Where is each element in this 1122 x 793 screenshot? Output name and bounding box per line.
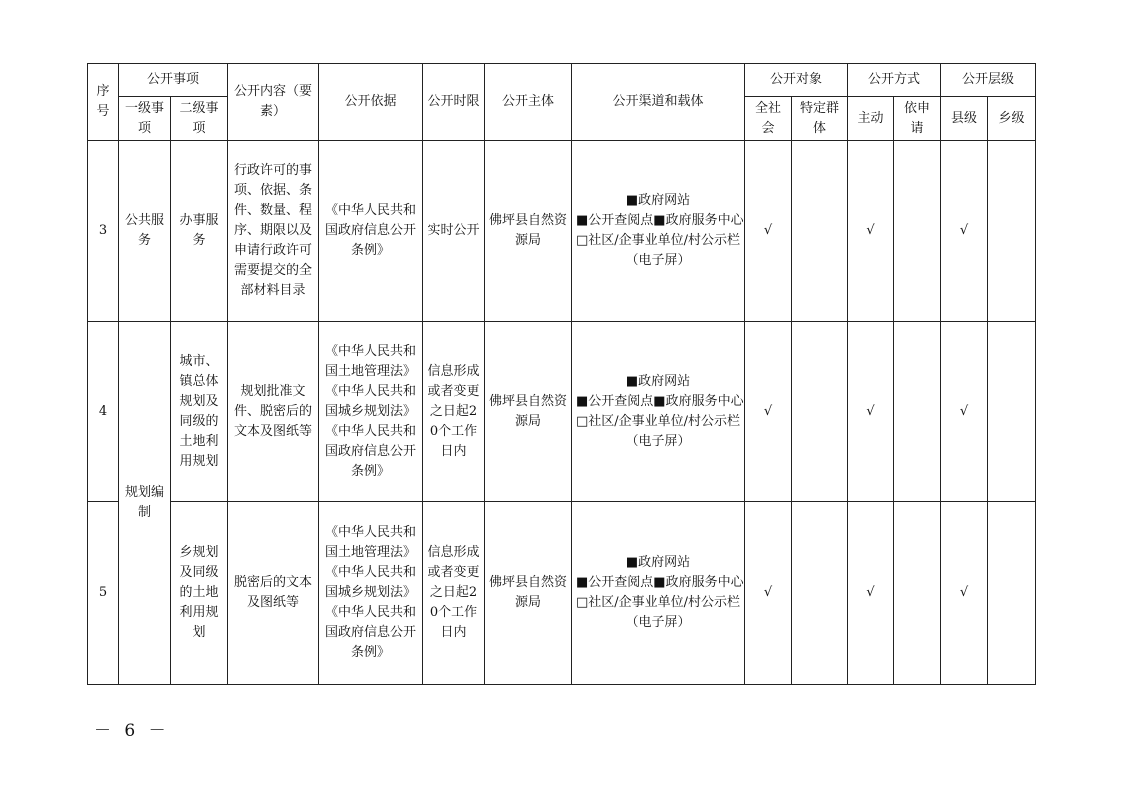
row-content: 规划批准文件、脱密后的文本及图纸等 — [228, 322, 319, 502]
row-content: 脱密后的文本及图纸等 — [228, 502, 319, 685]
check-level-county: √ — [941, 502, 988, 685]
table-row — [88, 502, 1036, 685]
table-row — [88, 141, 1036, 322]
header-level-county: 县级 — [941, 97, 988, 141]
channel-reading-point: ■公开查阅点■政府服务中心 — [576, 575, 744, 590]
channel-bulletin: □社区/企事业单位/村公示栏 — [576, 233, 741, 248]
check-target-all: √ — [745, 502, 792, 685]
row-channels — [572, 502, 745, 685]
header-subject: 公开主体 — [485, 64, 572, 141]
empty-target-group — [792, 502, 848, 685]
row-level2: 乡规划及同级的土地利用规划 — [171, 502, 228, 685]
empty-level-town — [988, 322, 1036, 502]
row-level2: 城市、镇总体规划及同级的土地利用规划 — [171, 322, 228, 502]
row-channels — [572, 322, 745, 502]
header-basis: 公开依据 — [319, 64, 423, 141]
channel-website: ■政府网站 — [625, 373, 691, 389]
channel-screen: （电子屏） — [625, 253, 691, 268]
table-row — [88, 322, 1036, 502]
header-level: 公开层级 — [941, 64, 1036, 97]
row-subject: 佛坪县自然资源局 — [485, 141, 572, 322]
empty-target-group — [792, 322, 848, 502]
header-row-1 — [88, 64, 1036, 97]
header-content: 公开内容（要素） — [228, 64, 319, 141]
header-time: 公开时限 — [423, 64, 485, 141]
channel-reading-point: ■公开查阅点■政府服务中心 — [576, 213, 744, 228]
row-basis: 《中华人民共和国土地管理法》《中华人民共和国城乡规划法》《中华人民共和国政府信息公开条例》 — [319, 322, 423, 502]
header-seq: 序号 — [88, 64, 119, 141]
check-mode-active: √ — [848, 141, 894, 322]
header-item: 公开事项 — [119, 64, 228, 97]
check-target-all: √ — [745, 141, 792, 322]
check-mode-active: √ — [848, 322, 894, 502]
empty-level-town — [988, 502, 1036, 685]
channel-reading-point: ■公开查阅点■政府服务中心 — [576, 393, 744, 409]
header-level2: 二级事项 — [171, 97, 228, 141]
row-subject: 佛坪县自然资源局 — [485, 502, 572, 685]
row-subject: 佛坪县自然资源局 — [485, 322, 572, 502]
row-level1: 公共服务 — [119, 141, 171, 322]
header-target-group: 特定群体 — [792, 97, 848, 141]
check-level-county: √ — [941, 141, 988, 322]
row-time: 信息形成或者变更之日起20个工作日内 — [423, 502, 485, 685]
row-basis: 《中华人民共和国土地管理法》《中华人民共和国城乡规划法》《中华人民共和国政府信息公开条例》 — [319, 502, 423, 685]
row-seq: 5 — [88, 502, 119, 685]
empty-mode-apply — [894, 322, 941, 502]
row-level2: 办事服务 — [171, 141, 228, 322]
empty-mode-apply — [894, 141, 941, 322]
disclosure-table — [87, 63, 1036, 685]
channel-website: ■政府网站 — [625, 193, 691, 208]
row-time: 信息形成或者变更之日起20个工作日内 — [423, 322, 485, 502]
row-level1: 规划编制 — [119, 322, 171, 685]
channel-screen: （电子屏） — [625, 615, 691, 630]
empty-mode-apply — [894, 502, 941, 685]
header-mode-apply: 依申请 — [894, 97, 941, 141]
row-content: 行政许可的事项、依据、条件、数量、程序、期限以及申请行政许可需要提交的全部材料目录 — [228, 141, 319, 322]
row-time: 实时公开 — [423, 141, 485, 322]
row-channels — [572, 141, 745, 322]
channel-website: ■政府网站 — [625, 555, 691, 570]
row-basis: 《中华人民共和国政府信息公开条例》 — [319, 141, 423, 322]
empty-target-group — [792, 141, 848, 322]
channel-screen: （电子屏） — [625, 433, 691, 449]
check-mode-active: √ — [848, 502, 894, 685]
header-mode: 公开方式 — [848, 64, 941, 97]
empty-level-town — [988, 141, 1036, 322]
channel-bulletin: □社区/企事业单位/村公示栏 — [576, 413, 741, 429]
page-number: － 6 － — [94, 721, 170, 741]
row-seq: 3 — [88, 141, 119, 322]
header-level1: 一级事项 — [119, 97, 171, 141]
channel-bulletin: □社区/企事业单位/村公示栏 — [576, 595, 741, 610]
header-target-all: 全社会 — [745, 97, 792, 141]
check-level-county: √ — [941, 322, 988, 502]
header-level-town: 乡级 — [988, 97, 1036, 141]
header-mode-active: 主动 — [848, 97, 894, 141]
header-channel: 公开渠道和载体 — [572, 64, 745, 141]
check-target-all: √ — [745, 322, 792, 502]
row-seq: 4 — [88, 322, 119, 502]
header-target: 公开对象 — [745, 64, 848, 97]
